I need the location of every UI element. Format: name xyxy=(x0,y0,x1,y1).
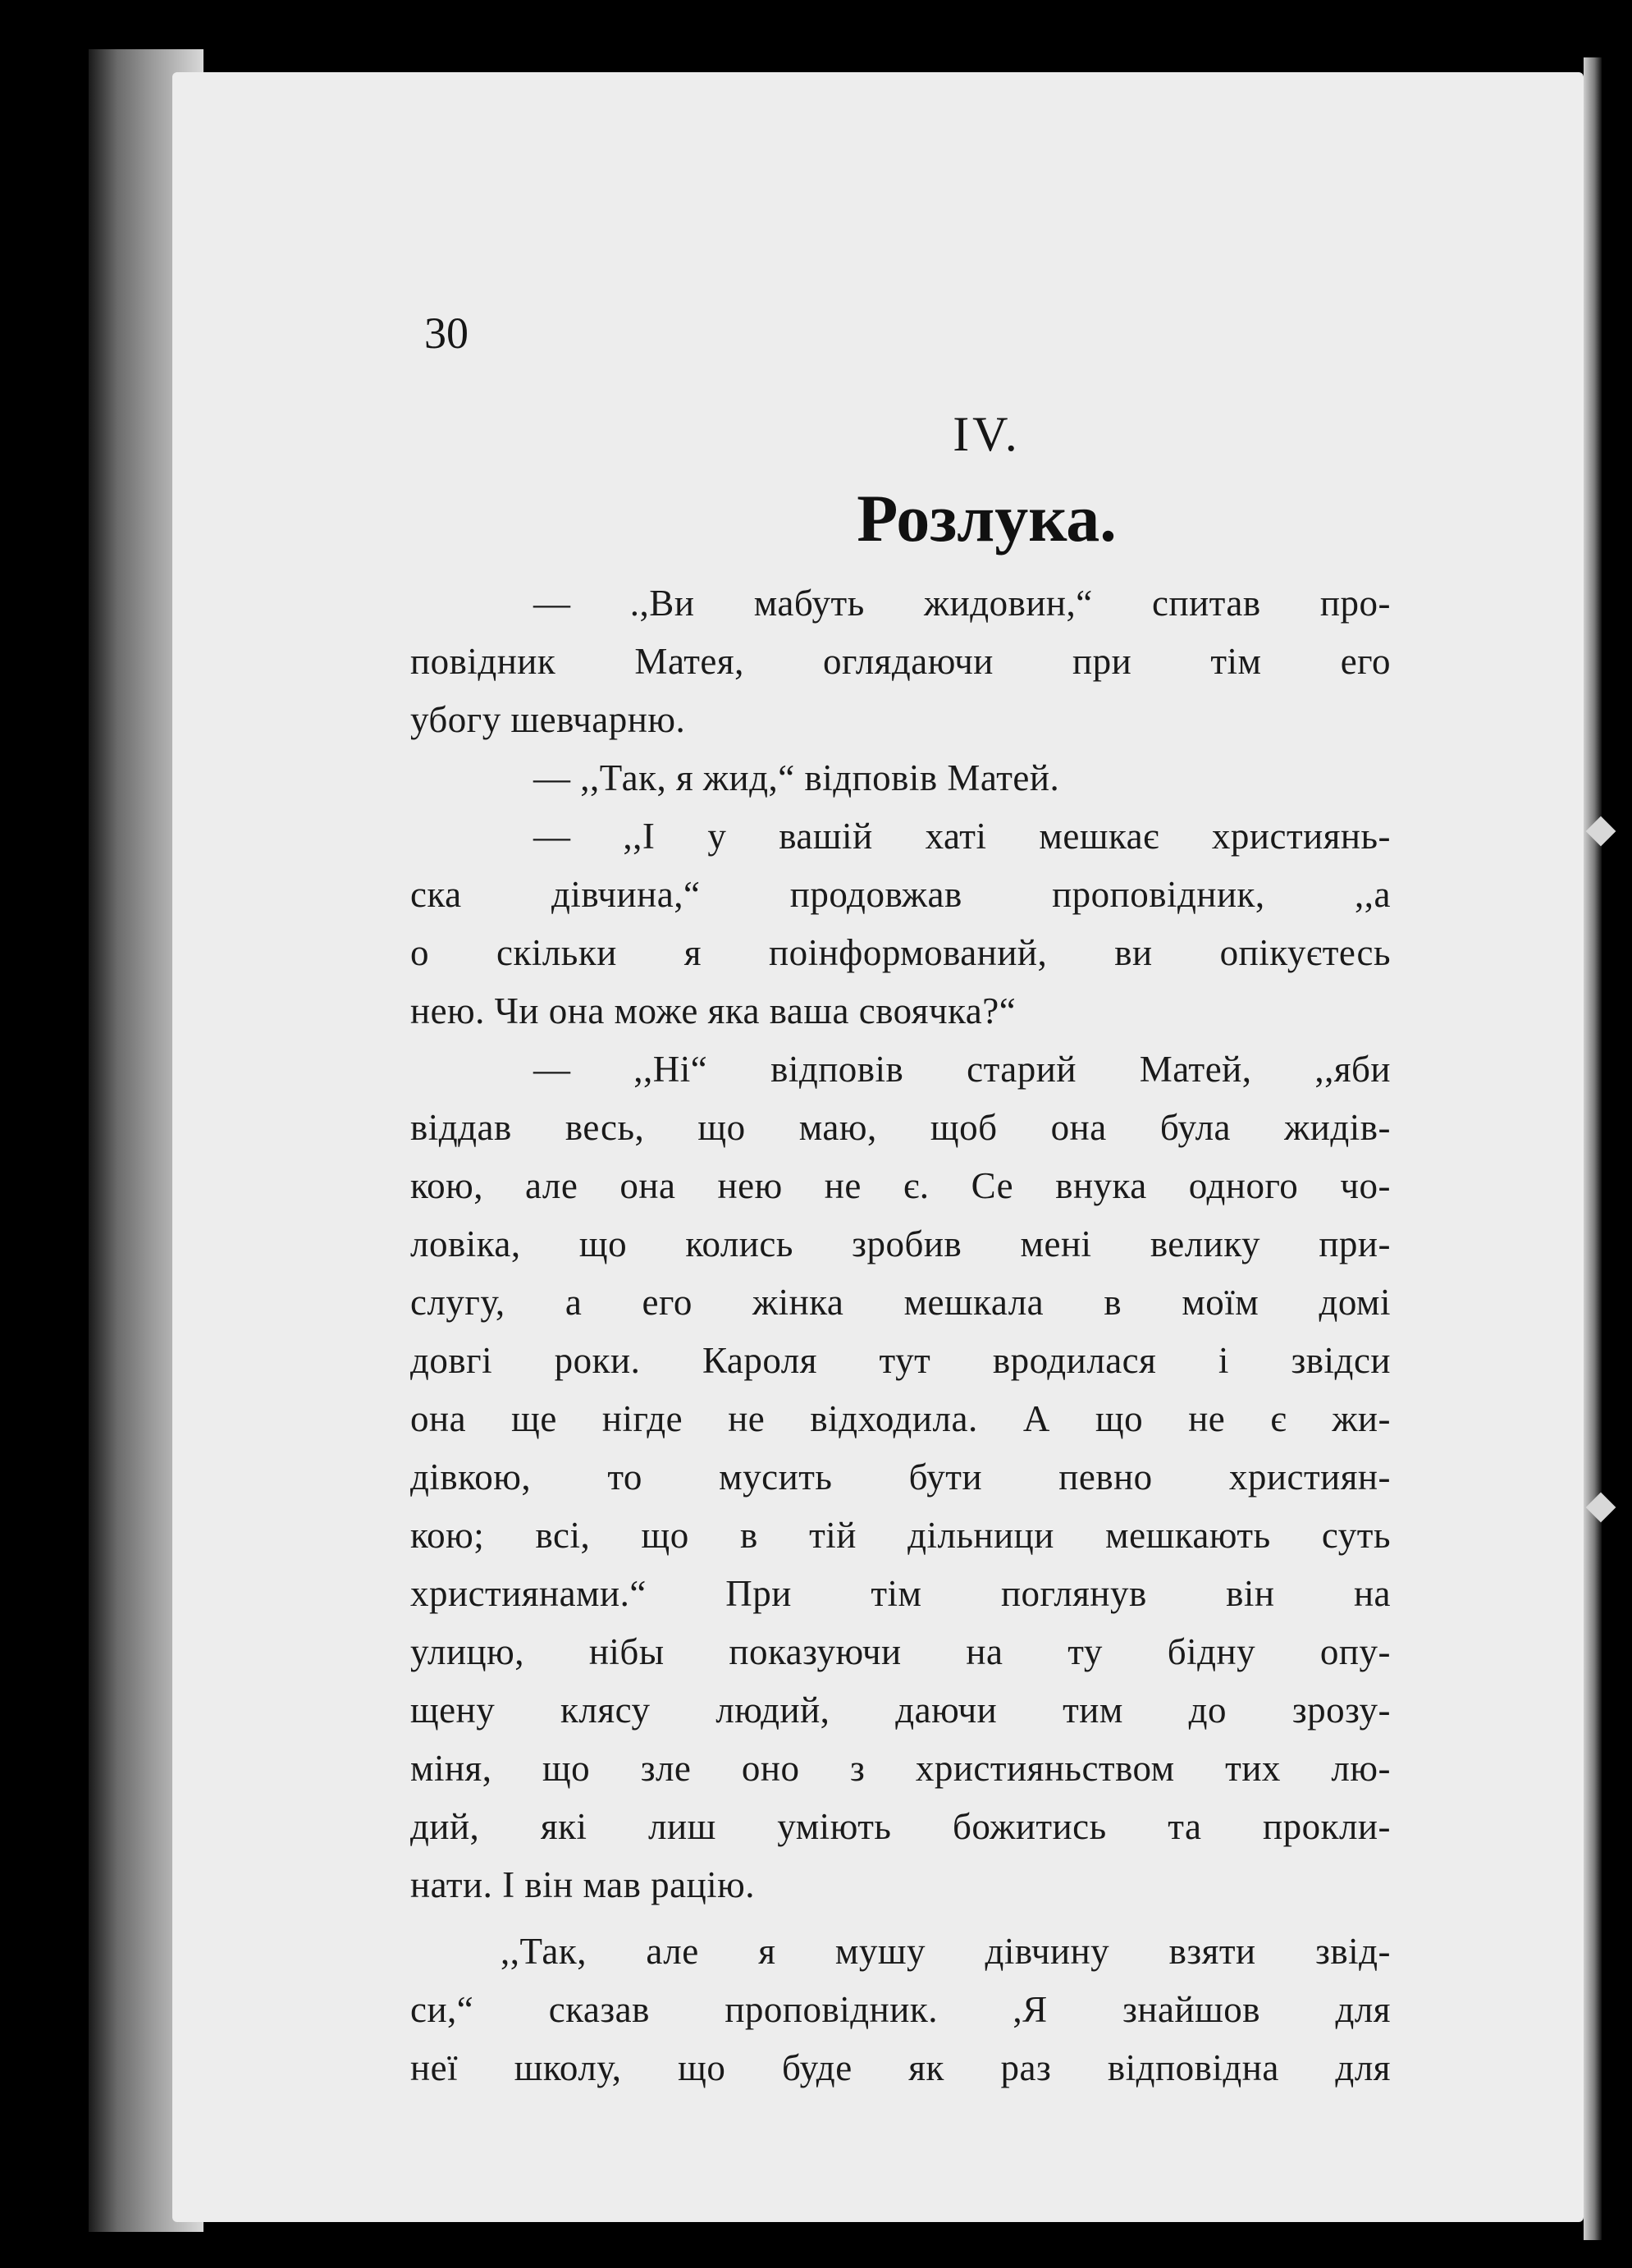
body-text xyxy=(410,574,1391,2097)
text-line: слугу, а его жінка мешкала в моїм домі xyxy=(410,1282,1391,1323)
chapter-title-text: Розлука. xyxy=(857,481,1117,556)
text-line: довгі роки. Кароля тут вродилася і звідси xyxy=(410,1340,1391,1381)
text-line: щену клясу людий, даючи тим до зрозу- xyxy=(410,1690,1391,1731)
text-line: дівкою, то мусить бути певно християн- xyxy=(410,1456,1391,1498)
text-line: о скільки я поінформований, ви опікуєтесь xyxy=(410,932,1391,973)
text-line: міня, що зле оно з християньством тих лю- xyxy=(410,1748,1391,1789)
text-line: улицю, нібы показуючи на ту бідну опу- xyxy=(410,1631,1391,1672)
text-line: — .,Ви мабуть жидовин,“ спитав про- xyxy=(533,583,1391,624)
chapter-title xyxy=(0,480,1632,557)
text-line: кою; всі, що в тій дільници мешкають суть xyxy=(410,1515,1391,1556)
text-line: дий, які лиш уміють божитись та прокли- xyxy=(410,1806,1391,1847)
text-line: нати. І він мав рацію. xyxy=(410,1864,756,1905)
page-right-edge xyxy=(1584,57,1602,2240)
page-number: 30 xyxy=(424,309,469,358)
text-line: неї школу, що буде як раз відповідна для xyxy=(410,2047,1391,2088)
text-line: віддав весь, що маю, щоб она була жидів- xyxy=(410,1107,1391,1148)
text-line: ска дівчина,“ продовжав проповідник, ,,а xyxy=(410,874,1391,915)
text-line: — ,,Ні“ відповів старий Матей, ,,яби xyxy=(533,1049,1391,1090)
text-line: — ,,Так, я жид,“ відповів Матей. xyxy=(533,757,1060,798)
paragraph-gap xyxy=(410,1914,1391,1923)
text-line: си,“ сказав проповідник. ,Я знайшов для xyxy=(410,1989,1391,2030)
text-line: — ,,І у вашій хаті мешкає християнь- xyxy=(533,816,1391,857)
text-line: ,,Так, але я мушу дівчину взяти звід- xyxy=(501,1931,1391,1972)
chapter-number-text: IV. xyxy=(953,407,1021,461)
chapter-number xyxy=(0,406,1632,463)
text-line: она ще нігде не відходила. А що не є жи- xyxy=(410,1398,1391,1439)
text-line: християнами.“ При тім поглянув він на xyxy=(410,1573,1391,1614)
text-line: кою, але она нею не є. Се внука одного чо- xyxy=(410,1165,1391,1206)
text-line: убогу шевчарню. xyxy=(410,699,686,740)
text-line: ловіка, що колись зробив мені велику при- xyxy=(410,1223,1391,1264)
text-line: повідник Матея, оглядаючи при тім его xyxy=(410,641,1391,682)
text-line: нею. Чи она може яка ваша своячка?“ xyxy=(410,990,1017,1031)
